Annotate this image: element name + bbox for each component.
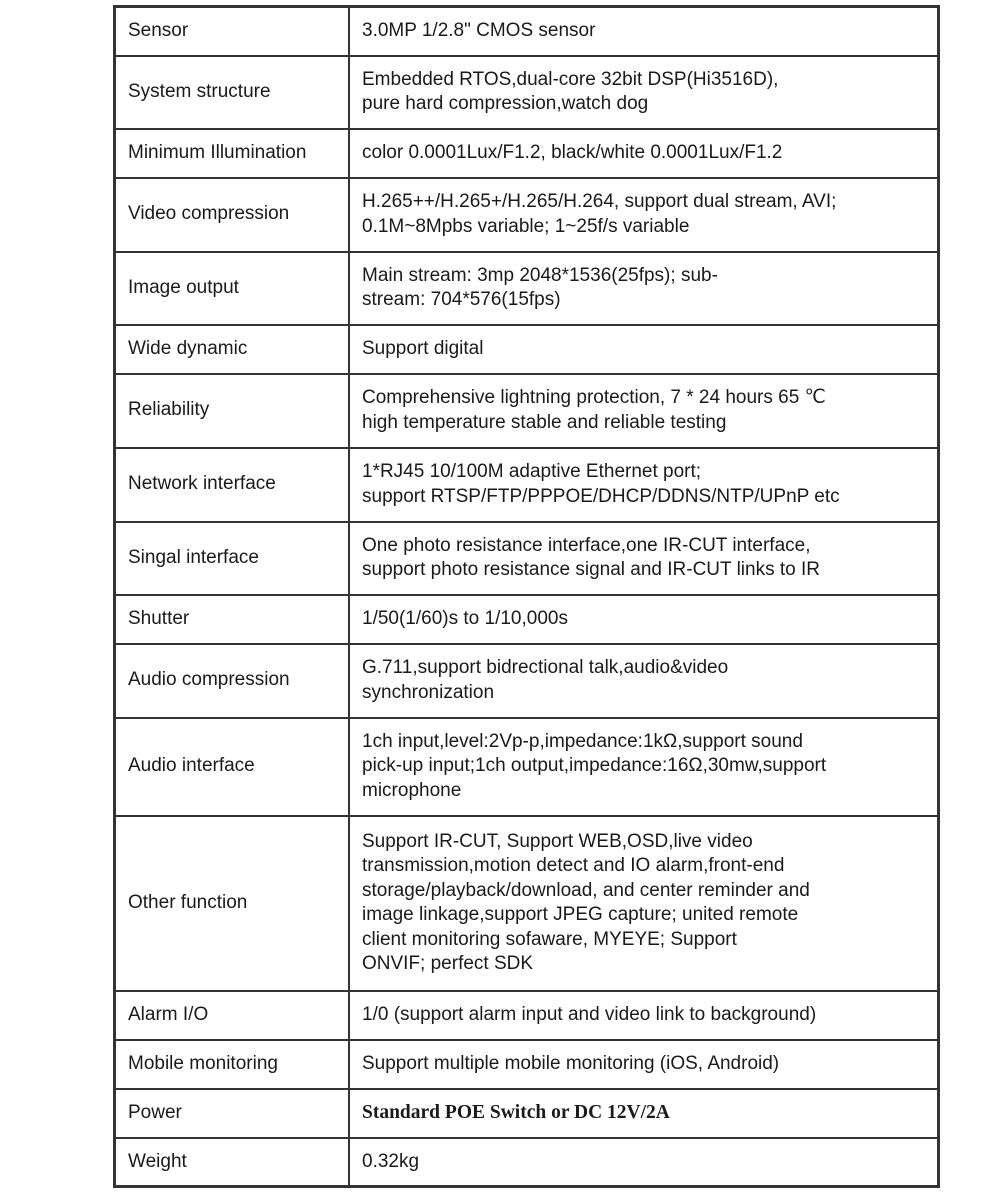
spec-value-line: 1/0 (support alarm input and video link to background) bbox=[362, 1003, 817, 1025]
spec-label: Wide dynamic bbox=[115, 325, 350, 374]
spec-label: Video compression bbox=[115, 178, 350, 252]
spec-label: Other function bbox=[115, 816, 350, 991]
spec-label: Image output bbox=[115, 252, 350, 325]
spec-label: Shutter bbox=[115, 595, 350, 644]
spec-value bbox=[349, 129, 939, 178]
spec-value-line: support photo resistance signal and IR-CUT links to IR bbox=[362, 559, 820, 580]
spec-label: Weight bbox=[115, 1138, 350, 1187]
spec-value bbox=[349, 644, 939, 718]
spec-row bbox=[115, 325, 939, 374]
spec-value bbox=[349, 56, 939, 129]
spec-value bbox=[349, 816, 939, 991]
spec-row bbox=[115, 1040, 939, 1089]
spec-value-line: transmission,motion detect and IO alarm,front-end bbox=[362, 855, 785, 876]
spec-label: Audio compression bbox=[115, 644, 350, 718]
spec-value bbox=[349, 7, 939, 56]
spec-value bbox=[349, 178, 939, 252]
spec-value bbox=[349, 325, 939, 374]
spec-value bbox=[349, 448, 939, 522]
spec-value-line: Support digital bbox=[362, 337, 484, 359]
spec-label: Sensor bbox=[115, 7, 350, 56]
spec-value-line: 0.32kg bbox=[362, 1150, 420, 1172]
spec-value bbox=[349, 991, 939, 1040]
spec-value-line: ONVIF; perfect SDK bbox=[362, 953, 534, 974]
spec-value-line: synchronization bbox=[362, 681, 495, 703]
spec-value-line: pick-up input;1ch output,impedance:16Ω,30mw,support bbox=[362, 755, 827, 777]
spec-row bbox=[115, 522, 939, 595]
spec-value bbox=[349, 1138, 939, 1187]
spec-row bbox=[115, 178, 939, 252]
spec-row bbox=[115, 991, 939, 1040]
spec-label: Power bbox=[115, 1089, 350, 1138]
spec-label: Network interface bbox=[115, 448, 350, 522]
spec-row bbox=[115, 129, 939, 178]
spec-row bbox=[115, 644, 939, 718]
spec-value-line: pure hard compression,watch dog bbox=[362, 93, 649, 114]
spec-value-line: H.265++/H.265+/H.265/H.264, support dual stream, AVI; bbox=[362, 191, 837, 212]
spec-value bbox=[349, 1040, 939, 1089]
spec-value-line: 3.0MP 1/2.8" CMOS sensor bbox=[362, 20, 596, 41]
spec-value-line: support RTSP/FTP/PPPOE/DHCP/DDNS/NTP/UPnP etc bbox=[362, 485, 840, 507]
spec-table bbox=[113, 5, 940, 1188]
spec-value-line: Main stream: 3mp 2048*1536(25fps); sub- bbox=[362, 264, 718, 286]
spec-value-line: One photo resistance interface,one IR-CUT interface, bbox=[362, 534, 811, 556]
spec-value-line: Support IR-CUT, Support WEB,OSD,live video bbox=[362, 830, 753, 852]
spec-value bbox=[349, 252, 939, 325]
spec-value-line: 1*RJ45 10/100M adaptive Ethernet port; bbox=[362, 461, 702, 482]
spec-value-line: Support multiple mobile monitoring (iOS, Android) bbox=[362, 1052, 780, 1074]
spec-value-line: high temperature stable and reliable testing bbox=[362, 411, 727, 433]
spec-row bbox=[115, 448, 939, 522]
spec-value bbox=[349, 1089, 939, 1138]
spec-label: Audio interface bbox=[115, 718, 350, 816]
spec-value-line: 1ch input,level:2Vp-p,impedance:1kΩ,support sound bbox=[362, 730, 803, 752]
spec-value-line: G.711,support bidrectional talk,audio&video bbox=[362, 657, 729, 678]
spec-value-line: 1/50(1/60)s to 1/10,000s bbox=[362, 607, 568, 629]
spec-label: Mobile monitoring bbox=[115, 1040, 350, 1089]
spec-row bbox=[115, 374, 939, 448]
spec-value-line: color 0.0001Lux/F1.2, black/white 0.0001Lux/F1.2 bbox=[362, 141, 783, 163]
spec-value-line: stream: 704*576(15fps) bbox=[362, 289, 561, 310]
spec-label: Singal interface bbox=[115, 522, 350, 595]
spec-row bbox=[115, 7, 939, 56]
spec-value-line: Comprehensive lightning protection, 7 * 24 hours 65 ℃ bbox=[362, 387, 826, 408]
spec-row bbox=[115, 1138, 939, 1187]
spec-table-body bbox=[115, 7, 939, 1187]
spec-row bbox=[115, 595, 939, 644]
spec-label: Minimum Illumination bbox=[115, 129, 350, 178]
spec-value-line: microphone bbox=[362, 779, 462, 801]
spec-value bbox=[349, 718, 939, 816]
spec-row bbox=[115, 718, 939, 816]
spec-value-line: client monitoring sofaware, MYEYE; Support bbox=[362, 928, 737, 950]
spec-row bbox=[115, 1089, 939, 1138]
spec-row bbox=[115, 56, 939, 129]
spec-value-line: Embedded RTOS,dual-core 32bit DSP(Hi3516D), bbox=[362, 68, 779, 90]
spec-row bbox=[115, 252, 939, 325]
spec-value-line: Standard POE Switch or DC 12V/2A bbox=[362, 1101, 670, 1123]
spec-value bbox=[349, 374, 939, 448]
spec-value bbox=[349, 522, 939, 595]
spec-label: Reliability bbox=[115, 374, 350, 448]
spec-value-line: storage/playback/download, and center reminder and bbox=[362, 879, 810, 901]
spec-value-line: 0.1M~8Mpbs variable; 1~25f/s variable bbox=[362, 215, 690, 237]
spec-row bbox=[115, 816, 939, 991]
spec-value bbox=[349, 595, 939, 644]
spec-label: System structure bbox=[115, 56, 350, 129]
spec-label: Alarm I/O bbox=[115, 991, 350, 1040]
spec-value-line: image linkage,support JPEG capture; united remote bbox=[362, 904, 799, 925]
